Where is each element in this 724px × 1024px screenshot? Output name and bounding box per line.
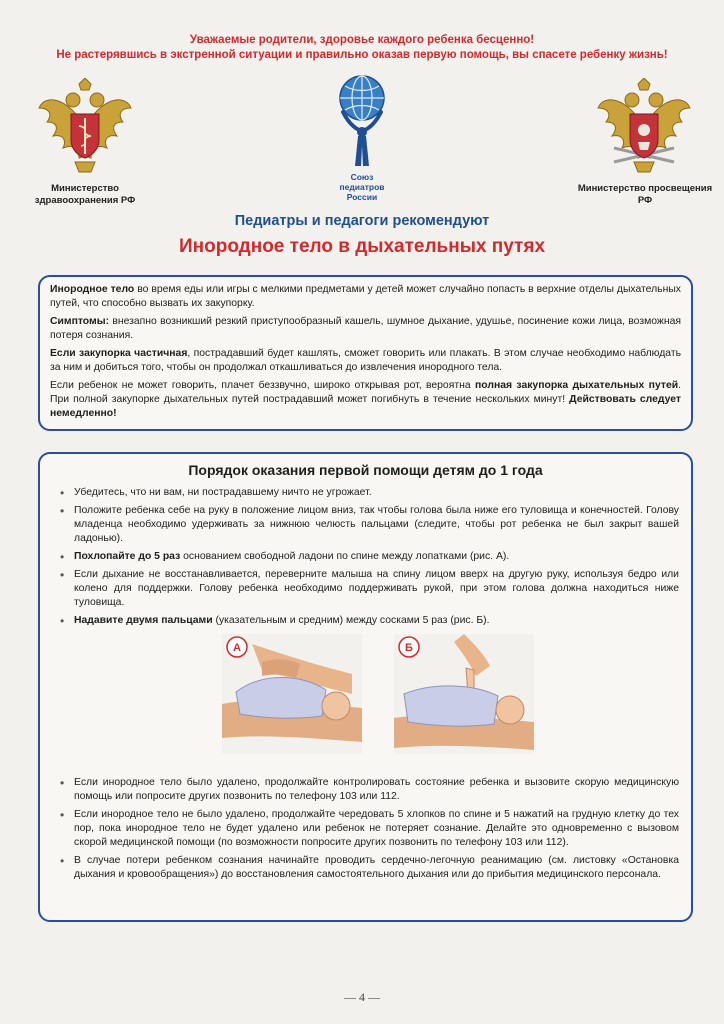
list-item: • Если инородное тело было удалено, продолжайте контролировать состояние ребенка и вызовите скорую медицинскую помощь или попросите других позвонить по телефону 103 или 112. <box>52 776 679 804</box>
pediatricians-union-name: Союз педиатров России <box>339 172 385 202</box>
page-title: Инородное тело в дыхательных путях <box>178 236 546 257</box>
recommend-heading: Педиатры и педагоги рекомендуют <box>234 213 490 229</box>
fig-b-label: Б <box>405 642 413 654</box>
fig-a-label: А <box>233 642 241 654</box>
ministry-education-emblem-icon <box>594 78 694 176</box>
ministry-health-emblem-icon <box>35 78 135 176</box>
illustrations <box>52 634 679 762</box>
first-aid-steps-top <box>52 486 679 628</box>
ministry-health-name: Министерство здравоохранения РФ <box>34 183 136 206</box>
list-item: • Положите ребенка себе на руку в положение лицом вниз, так чтобы голова была ниже его туловища и конечностей. Голову младенца необходимо удерживать за нижнюю челюсть пальцами (следите, чтобы рот ребенка не был закрыт вашей ладонью). <box>52 504 679 546</box>
intro-paragraph-full: Если ребенок не может говорить, плачет беззвучно, широко открывая рот, вероятна полная закупорка дыхательных путей. При полной закупорке дыхательных путей пострадавший может погибнуть в течение нескольких минут! Действовать следует немедленно! <box>50 380 682 419</box>
first-aid-box <box>38 452 693 922</box>
intro-paragraph-symptoms: Симптомы: внезапно возникший резкий приступообразный кашель, шумное дыхание, удушье, посинение кожи лица, возможная потеря сознания. <box>50 316 681 341</box>
intro-paragraph-partial: Если закупорка частичная, пострадавший будет кашлять, сможет говорить или плакать. В этом случае необходимо наблюдать за ним и добиться того, чтобы он продолжал откашливаться до извлечения инородного тела. <box>50 348 681 373</box>
intro-box <box>38 275 693 431</box>
pediatricians-union-logo-icon <box>325 72 399 170</box>
chest-thrusts-illustration <box>394 634 534 754</box>
header-line-1: Уважаемые родители, здоровье каждого ребенка бесценно! <box>189 34 535 46</box>
list-item: • Если дыхание не восстанавливается, переверните малыша на спину лицом вверх на другую руку, используя бедро или колено для поддержки. Голову ребенка необходимо поддерживать рукой, при этом голова должна находиться ниже туловища. <box>52 568 679 610</box>
first-aid-steps-bottom <box>52 776 679 882</box>
list-item: • Убедитесь, что ни вам, ни пострадавшему ничто не угрожает. <box>52 486 679 500</box>
header-line-2: Не растерявшись в экстренной ситуации и правильно оказав первую помощь, вы спасете ребенку жизнь! <box>56 49 668 61</box>
list-item: • Если инородное тело не было удалено, продолжайте чередовать 5 хлопков по спине и 5 нажатий на грудную клетку до тех пор, пока инородное тело не будет удалено или ребенок не потеряет сознание. Делайте это одновременно с вызовом скорой медицинской помощи (по возможности попросите других позвонить по телефону 103 или 112). <box>52 808 679 850</box>
list-item: • Надавите двумя пальцами (указательным и средним) между сосками 5 раз (рис. Б). <box>52 614 679 628</box>
ministry-education-name: Министерство просвещения РФ <box>577 183 713 206</box>
list-item: • Похлопайте до 5 раз основанием свободной ладони по спине между лопатками (рис. А). <box>52 550 679 564</box>
page-number: — 4 — <box>344 990 380 1004</box>
intro-paragraph-1: Инородное тело во время еды или игры с мелкими предметами у детей может случайно попасть в верхние отделы дыхательных путей, что способно вызвать их закупорку. <box>50 284 681 309</box>
first-aid-title: Порядок оказания первой помощи детям до 1 года <box>188 462 543 478</box>
list-item: • В случае потери ребенком сознания начинайте проводить сердечно-легочную реанимацию (см. листовку «Остановка дыхания и кровообращения») до восстановления самостоятельного дыхания или до прибытия медицинского персонала. <box>52 854 679 882</box>
back-blows-illustration <box>222 634 362 754</box>
